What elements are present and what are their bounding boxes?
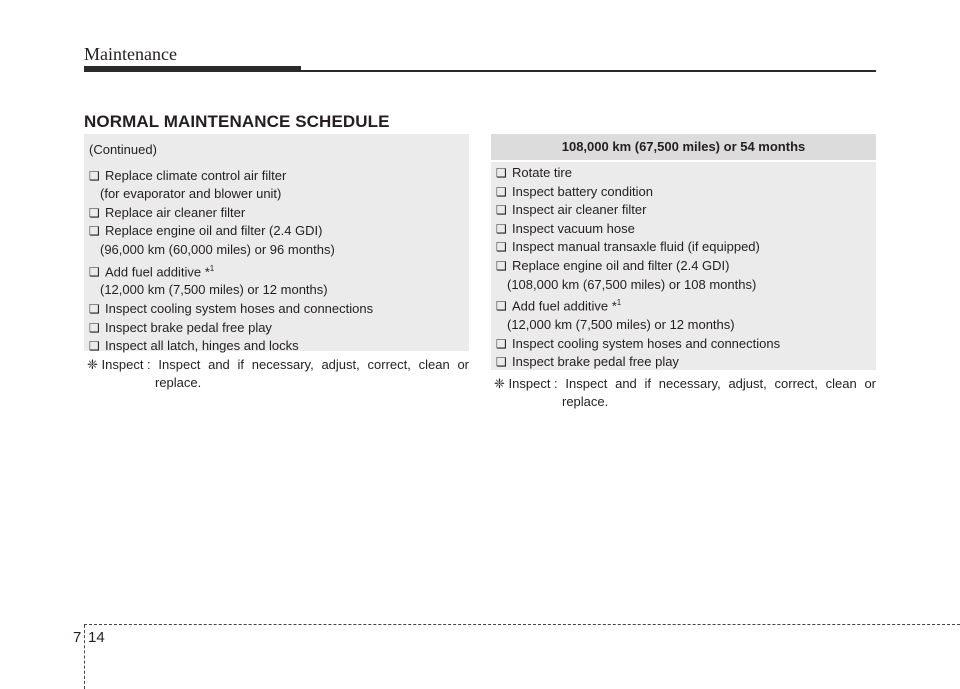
note-lead	[494, 375, 558, 393]
note-word: adjust,	[321, 357, 360, 372]
item-text: Inspect brake pedal free play	[105, 319, 272, 335]
page-heading: NORMAL MAINTENANCE SCHEDULE	[84, 112, 390, 131]
footer-divider	[84, 624, 960, 625]
checkbox-icon: ❑	[496, 355, 507, 370]
checklist-item-detail	[89, 185, 469, 204]
footnote-marker: 1	[209, 263, 215, 273]
note-word: if	[237, 357, 245, 372]
checklist-item	[89, 222, 469, 241]
header-rule-thick	[84, 66, 301, 72]
checklist-item	[89, 204, 469, 223]
note-symbol-icon: ❈	[87, 357, 98, 372]
checkbox-icon: ❑	[496, 299, 507, 314]
checklist-item	[496, 220, 876, 239]
checklist-item	[496, 335, 876, 354]
left-schedule-panel	[84, 134, 469, 354]
continued-label: (Continued)	[89, 142, 157, 157]
checkbox-icon: ❑	[496, 258, 507, 273]
note-word: or	[457, 357, 469, 372]
checklist-item	[89, 167, 469, 186]
note-word: necessary,	[251, 357, 314, 372]
checklist-item-detail	[496, 316, 876, 335]
checkbox-icon: ❑	[496, 203, 507, 218]
item-text: Inspect brake pedal free play	[512, 354, 679, 370]
item-text: (for evaporator and blower unit)	[100, 186, 282, 202]
checkbox-icon: ❑	[496, 184, 507, 199]
checkbox-icon: ❑	[496, 166, 507, 180]
left-schedule-list	[89, 167, 469, 356]
note-label: Inspect :	[508, 376, 558, 391]
item-text: (12,000 km (7,500 miles) or 12 months)	[100, 282, 328, 298]
checklist-item	[89, 300, 469, 319]
left-inspect-note	[87, 356, 469, 392]
item-text: (108,000 km (67,500 miles) or 108 months)	[507, 276, 757, 292]
right-schedule-panel	[491, 162, 876, 370]
note-word: correct,	[367, 357, 411, 372]
note-line-2: replace.	[562, 394, 609, 409]
checkbox-icon: ❑	[89, 224, 100, 239]
checklist-item	[496, 294, 876, 316]
right-schedule-list	[496, 164, 876, 372]
note-word: if	[644, 376, 652, 391]
item-text: Add fuel additive *	[512, 298, 617, 314]
checkbox-icon: ❑	[89, 205, 100, 220]
checklist-item-detail	[496, 276, 876, 295]
checkbox-icon: ❑	[89, 302, 100, 317]
item-text: Replace climate control air filter	[105, 167, 287, 183]
checkbox-icon: ❑	[496, 336, 507, 351]
checklist-item-detail	[89, 241, 469, 260]
checklist-item	[496, 238, 876, 257]
note-word: and	[615, 376, 637, 391]
footer-vertical-divider	[84, 625, 85, 689]
note-word: clean	[825, 376, 857, 391]
item-text: Inspect cooling system hoses and connections	[105, 301, 374, 317]
header-rule-thin	[301, 70, 876, 72]
item-text: Inspect vacuum hose	[512, 220, 635, 236]
checklist-item	[496, 164, 876, 183]
item-text: Inspect battery condition	[512, 183, 653, 199]
note-word: or	[864, 376, 876, 391]
checklist-item	[496, 183, 876, 202]
note-word: and	[208, 357, 230, 372]
note-label: Inspect :	[101, 357, 151, 372]
checkbox-icon: ❑	[89, 320, 100, 335]
checklist-item	[496, 257, 876, 276]
note-word: Inspect	[565, 376, 608, 391]
checklist-item	[89, 337, 469, 356]
checklist-item	[496, 201, 876, 220]
note-word: necessary,	[658, 376, 721, 391]
checkbox-icon: ❑	[89, 264, 100, 279]
item-text: Replace air cleaner filter	[105, 204, 246, 220]
checklist-item-detail	[89, 281, 469, 300]
item-text: Rotate tire	[512, 165, 572, 180]
item-text: Add fuel additive *	[105, 263, 210, 279]
note-word: adjust,	[728, 376, 767, 391]
note-word: clean	[418, 357, 450, 372]
item-text: Inspect air cleaner filter	[512, 202, 647, 218]
section-title: Maintenance	[84, 44, 177, 64]
note-line-1	[87, 356, 469, 374]
footnote-marker: 1	[616, 298, 622, 308]
checkbox-icon: ❑	[496, 240, 507, 255]
checkbox-icon: ❑	[89, 168, 100, 183]
note-lead	[87, 356, 151, 374]
checklist-item	[89, 319, 469, 338]
item-text: Replace engine oil and filter (2.4 GDI)	[512, 257, 730, 273]
right-schedule-heading: 108,000 km (67,500 miles) or 54 months	[491, 134, 876, 160]
item-text: (12,000 km (7,500 miles) or 12 months)	[507, 317, 735, 333]
right-inspect-note	[494, 375, 876, 411]
item-text: Replace engine oil and filter (2.4 GDI)	[105, 223, 323, 239]
chapter-number: 7	[73, 629, 82, 646]
note-word: Inspect	[158, 357, 201, 372]
item-text: (96,000 km (60,000 miles) or 96 months)	[100, 241, 335, 257]
note-line-2: replace.	[155, 375, 202, 390]
checklist-item	[496, 353, 876, 372]
checklist-item	[89, 260, 469, 282]
item-text: Inspect cooling system hoses and connections	[512, 335, 781, 351]
item-text: Inspect all latch, hinges and locks	[105, 338, 299, 354]
note-word: correct,	[774, 376, 818, 391]
item-text: Inspect manual transaxle fluid (if equipped)	[512, 239, 760, 255]
checkbox-icon: ❑	[89, 339, 100, 354]
note-line-1	[494, 375, 876, 393]
note-symbol-icon: ❈	[494, 376, 505, 391]
page-number: 14	[88, 629, 105, 646]
checkbox-icon: ❑	[496, 221, 507, 236]
